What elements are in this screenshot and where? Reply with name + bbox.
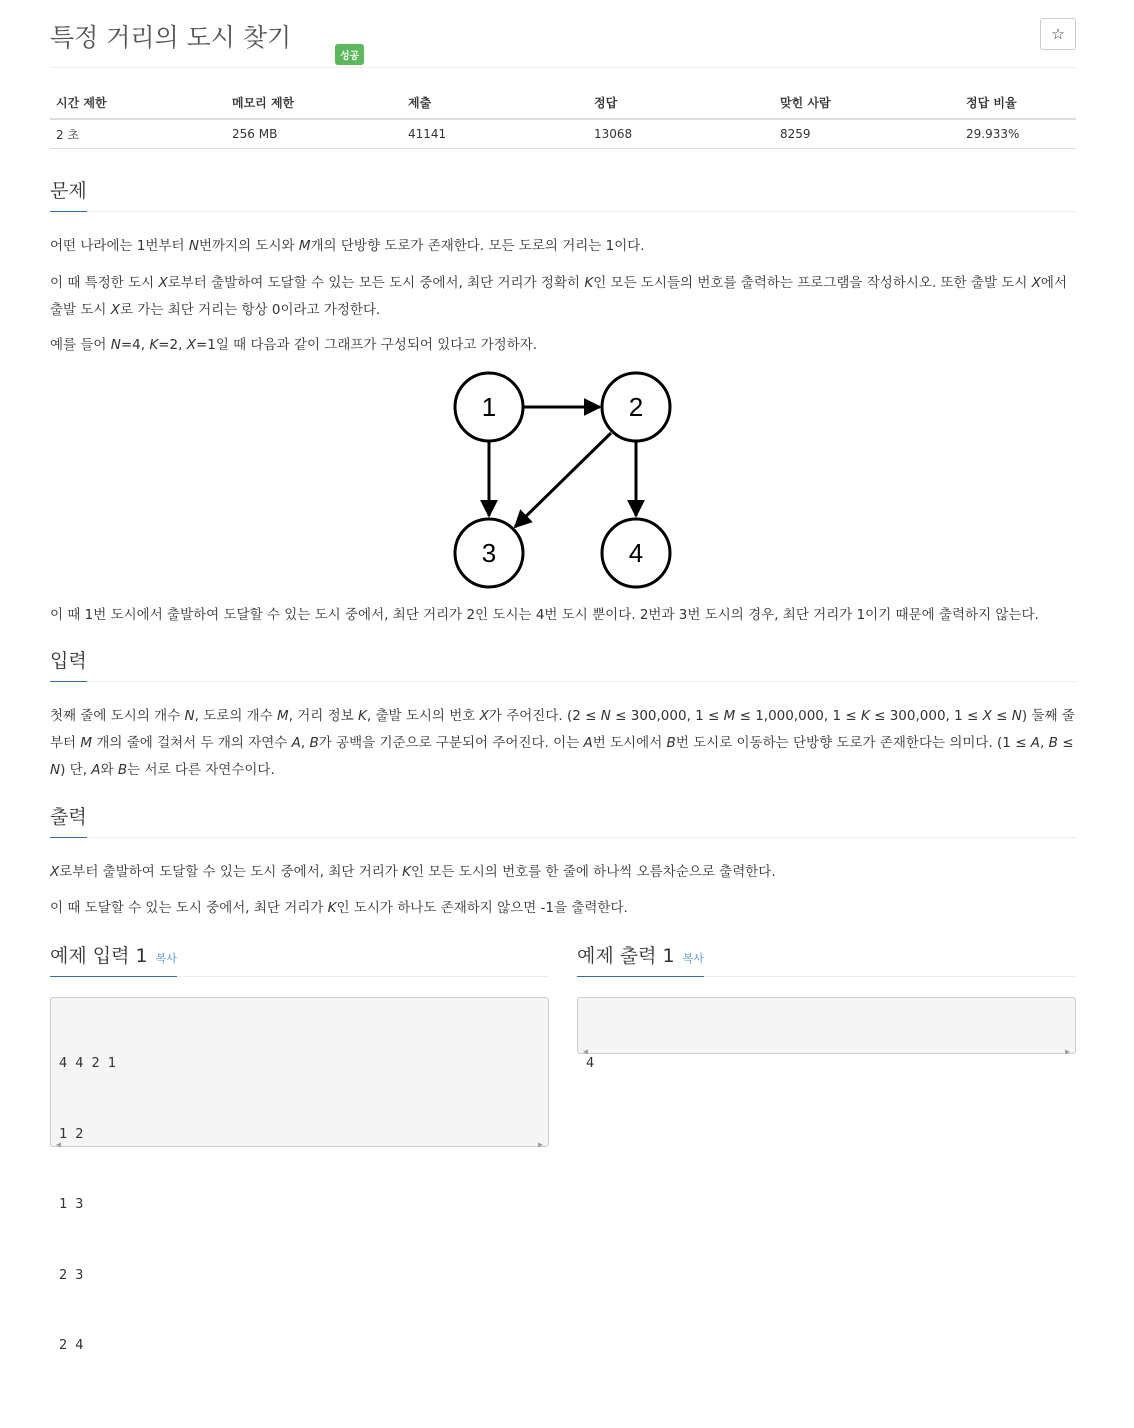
- section-title: 문제: [50, 176, 87, 212]
- graph-node-label: 3: [481, 538, 497, 568]
- output-section-header: [50, 802, 1076, 838]
- graph-node-label: 4: [628, 538, 644, 568]
- section-title: 입력: [50, 646, 87, 682]
- sample-output-line: 4: [586, 1055, 595, 1071]
- sample-input-line: 2 3: [59, 1266, 84, 1283]
- star-button[interactable]: [1040, 18, 1076, 50]
- horizontal-scrollbar[interactable]: [578, 1037, 1075, 1056]
- scroll-right-icon[interactable]: ▶: [538, 1140, 543, 1149]
- status-badge: 성공: [335, 44, 364, 65]
- copy-input-button[interactable]: 복사: [155, 952, 177, 965]
- stats-header: 정답 비율: [960, 86, 1076, 119]
- problem-stats-table: [50, 86, 1076, 149]
- graph-node-label: 2: [628, 392, 644, 422]
- graph-node-label: 1: [481, 392, 497, 422]
- sample-input-line: 1 2: [59, 1125, 84, 1142]
- page-title: 특정 거리의 도시 찾기: [50, 23, 292, 52]
- stats-cell: 256 MB: [226, 119, 402, 149]
- output-paragraph: X로부터 출발하여 도달할 수 있는 도시 중에서, 최단 거리가 K인 모든 도시의 번호를 한 줄에 하나씩 오름차순으로 출력한다.: [50, 864, 776, 880]
- graph-edge-2-3: [515, 433, 611, 527]
- stats-header: 메모리 제한: [226, 86, 402, 119]
- stats-header: 맞힌 사람: [774, 86, 960, 119]
- scroll-left-icon[interactable]: ◀: [56, 1140, 61, 1149]
- star-icon: ☆: [1051, 25, 1065, 43]
- sample-input-line: 1 3: [59, 1196, 84, 1212]
- problem-paragraph: 어떤 나라에는 1번부터 N번까지의 도시와 M개의 단방향 도로가 존재한다. 모든 도로의 거리는 1이다.: [50, 238, 645, 254]
- problem-section-header: [50, 176, 1076, 212]
- problem-header: [50, 14, 1076, 68]
- section-title: 출력: [50, 802, 87, 838]
- stats-cell: 2 초: [50, 119, 226, 149]
- copy-output-button[interactable]: 복사: [682, 952, 704, 965]
- stats-cell: 13068: [588, 119, 774, 149]
- sample-input-box[interactable]: [50, 997, 549, 1353]
- sample-output-box[interactable]: [577, 997, 1076, 1071]
- sample-output-title: 예제 출력 1: [577, 945, 675, 967]
- sample-output-header: [577, 941, 1075, 977]
- stats-header: 제출: [402, 86, 588, 119]
- stats-cell: 41141: [402, 119, 588, 149]
- sample-input-header: [50, 941, 548, 977]
- sample-input-line: 2 4: [59, 1337, 84, 1353]
- stats-header: 정답: [588, 86, 774, 119]
- problem-paragraph: 예를 들어 N=4, K=2, X=1일 때 다음과 같이 그래프가 구성되어 있다고 가정하자.: [50, 337, 538, 353]
- sample-input-line: 4 4 2 1: [59, 1055, 116, 1071]
- sample-input-title: 예제 입력 1: [50, 945, 148, 967]
- stats-header-row: [50, 86, 1076, 119]
- input-section-header: [50, 646, 1076, 682]
- stats-header: 시간 제한: [50, 86, 226, 119]
- input-paragraph: 첫째 줄에 도시의 개수 N, 도로의 개수 M, 거리 정보 K, 출발 도시의 번호 X가 주어진다. (2 ≤ N ≤ 300,000, 1 ≤ M ≤ 1,000,000, 1 ≤ K ≤ 300,000, 1 ≤ X ≤ N) 둘째 줄부터 M 개의 줄에 걸쳐서 두 개의 자연수 A, B가 공백을 기준으로 구분되어 주어진다. 이는 A번 도시에서 B번 도시로 이동하는 단방향 도로가 존재한다는 의미다. (1 ≤ A, B ≤ N) 단, A와 B는 서로 다른 자연수이다.: [50, 708, 1075, 778]
- scroll-right-icon[interactable]: ▶: [1065, 1047, 1070, 1056]
- stats-cell: 29.933%: [960, 119, 1076, 149]
- problem-paragraph: 이 때 1번 도시에서 출발하여 도달할 수 있는 도시 중에서, 최단 거리가 2인 도시는 4번 도시 뿐이다. 2번과 3번 도시의 경우, 최단 거리가 1이기 때문에 출력하지 않는다.: [50, 607, 1039, 623]
- graph-diagram: [440, 362, 690, 598]
- output-paragraph: 이 때 도달할 수 있는 도시 중에서, 최단 거리가 K인 도시가 하나도 존재하지 않으면 -1을 출력한다.: [50, 900, 628, 916]
- stats-row: [50, 119, 1076, 149]
- problem-paragraph: 이 때 특정한 도시 X로부터 출발하여 도달할 수 있는 모든 도시 중에서, 최단 거리가 정확히 K인 모든 도시들의 번호를 출력하는 프로그램을 작성하시오. 또한 출발 도시 X에서 출발 도시 X로 가는 최단 거리는 항상 0이라고 가정한다.: [50, 275, 1067, 318]
- stats-cell: 8259: [774, 119, 960, 149]
- horizontal-scrollbar[interactable]: [51, 1130, 548, 1149]
- scroll-left-icon[interactable]: ◀: [583, 1047, 588, 1056]
